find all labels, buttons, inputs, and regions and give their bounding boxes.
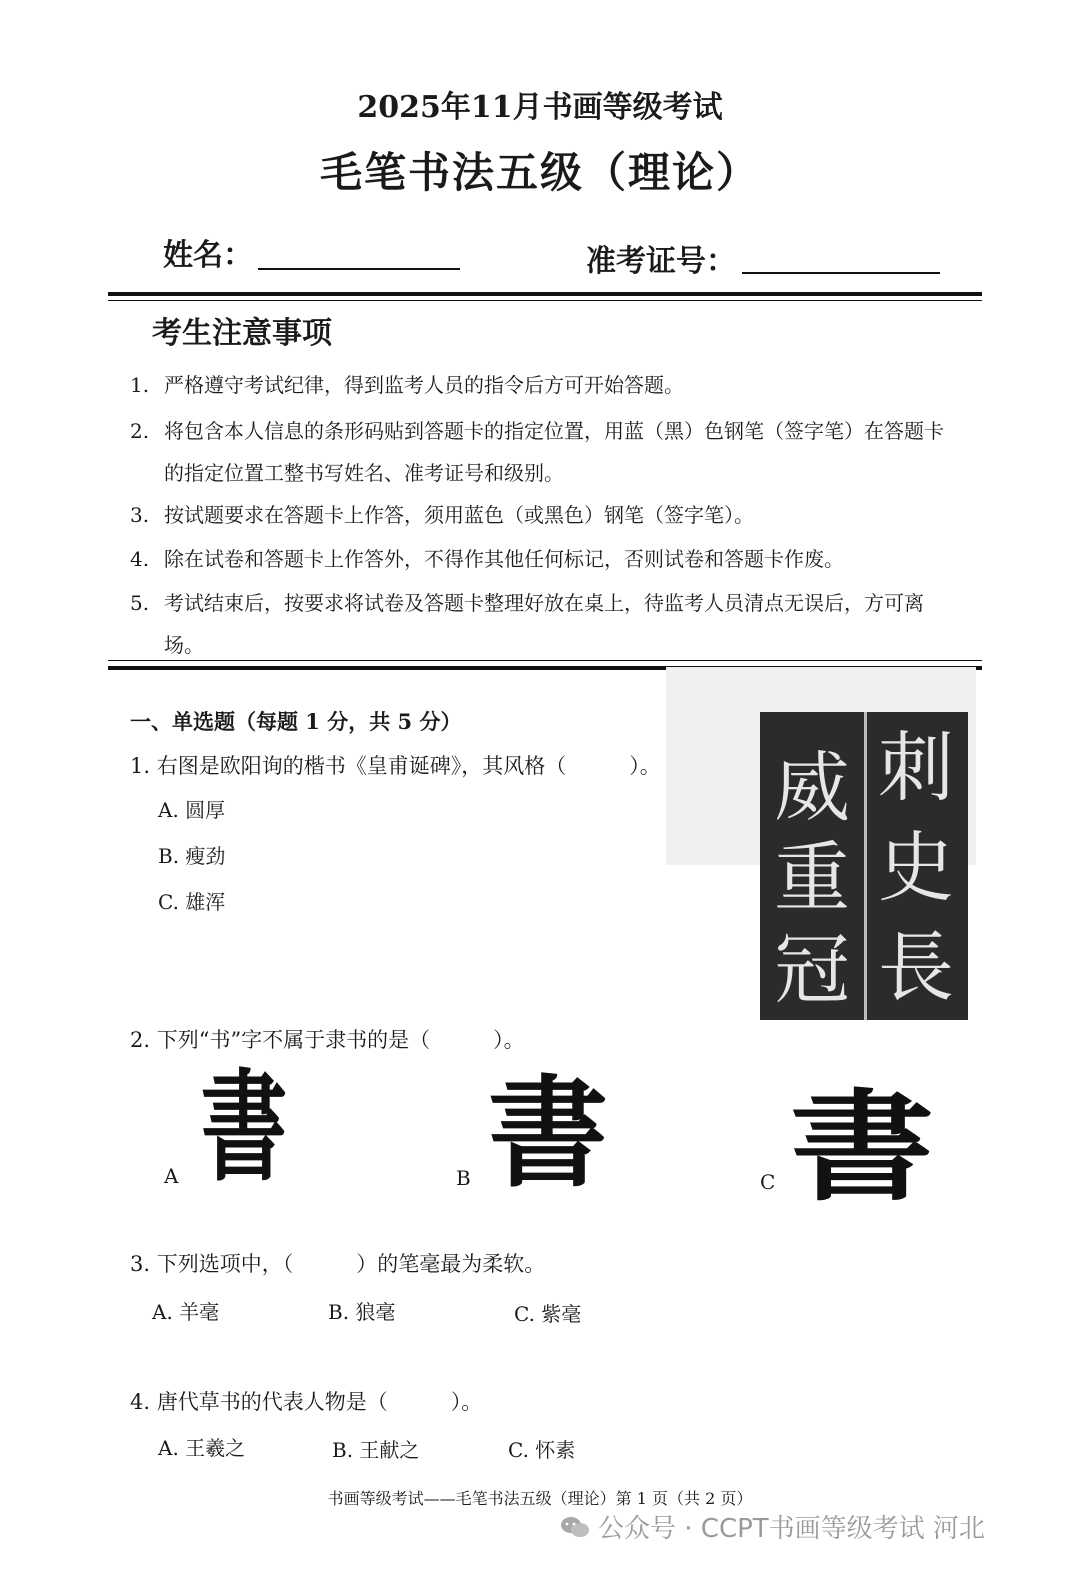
- stele-char: 冠: [774, 925, 850, 1014]
- exam-id-label: 准考证号：: [586, 244, 736, 279]
- notice-item-number: 1.: [130, 373, 150, 397]
- q2-option-a-glyph: 書: [200, 1057, 288, 1198]
- notice-item-text: 按试题要求在答题卡上作答，须用蓝色（或黑色）钢笔（签字笔）。: [164, 503, 754, 527]
- notice-item: [130, 582, 950, 666]
- q3-option-a: A. 羊毫: [152, 1300, 220, 1324]
- q1-option-b: B. 瘦劲: [158, 844, 226, 868]
- exam-session-title: 2025年11月书画等级考试: [357, 90, 723, 125]
- notice-item-text: 严格遵守考试纪律，得到监考人员的指令后方可开始答题。: [164, 373, 684, 397]
- divider-thin: [108, 660, 982, 661]
- name-label: 姓名：: [163, 238, 253, 273]
- stele-char: 威: [774, 743, 850, 832]
- notice-item: [130, 410, 950, 494]
- exam-subject-title: 毛笔书法五级（理论）: [319, 148, 760, 197]
- stele-char: 史: [878, 823, 954, 912]
- divider-thick: [108, 292, 982, 296]
- q4-option-a: A. 王羲之: [158, 1436, 246, 1460]
- notice-item: [130, 538, 950, 580]
- q4-option-b: B. 王献之: [332, 1438, 420, 1462]
- stele-column-divider: [864, 712, 867, 1020]
- q2-option-a-label: A: [164, 1164, 179, 1188]
- watermark: [560, 1508, 985, 1545]
- q2-option-c-label: C: [760, 1170, 776, 1194]
- stele-char: 刺: [878, 723, 954, 812]
- stele-char: 重: [774, 833, 850, 922]
- notice-item-text: 将包含本人信息的条形码贴到答题卡的指定位置，用蓝（黑）色钢笔（签字笔）在答题卡的指定位置工整书写姓名、准考证号和级别。: [164, 419, 944, 485]
- q1-option-c: C. 雄浑: [158, 890, 226, 914]
- stele-rubbing-image: [760, 712, 968, 1020]
- notice-item-number: 2.: [130, 419, 150, 443]
- notice-item-number: 3.: [130, 503, 150, 527]
- divider-thin: [108, 300, 982, 301]
- q1-option-a: A. 圆厚: [158, 798, 226, 822]
- name-blank: [258, 268, 460, 270]
- q3-option-b: B. 狼毫: [328, 1300, 396, 1324]
- notice-item-number: 4.: [130, 547, 150, 571]
- notice-item-number: 5.: [130, 591, 150, 615]
- question-1: 1. 右图是欧阳询的楷书《皇甫诞碑》，其风格（ ）。: [130, 754, 661, 778]
- question-3: 3. 下列选项中，（ ）的笔毫最为柔软。: [130, 1252, 546, 1276]
- page-footer: 书画等级考试——毛笔书法五级（理论）第 1 页（共 2 页）: [327, 1489, 753, 1508]
- notice-item: [130, 364, 950, 406]
- question-4: 4. 唐代草书的代表人物是（ ）。: [130, 1390, 483, 1414]
- q2-option-c-glyph: 書: [790, 1077, 934, 1218]
- notice-title: 考生注意事项: [152, 316, 332, 351]
- stele-char: 長: [878, 923, 954, 1012]
- section-title: 一、单选题（每题 1 分，共 5 分）: [130, 709, 462, 734]
- q2-option-b-label: B: [456, 1166, 471, 1190]
- q2-option-b-glyph: 書: [488, 1063, 608, 1204]
- q4-option-c: C. 怀素: [508, 1438, 576, 1462]
- watermark-text: 公众号 · CCPT书画等级考试 河北: [598, 1514, 985, 1544]
- q3-option-c: C. 紫毫: [514, 1302, 582, 1326]
- question-2: 2. 下列“书”字不属于隶书的是（ ）。: [130, 1028, 525, 1052]
- exam-id-blank: [742, 272, 940, 274]
- notice-item-text: 除在试卷和答题卡上作答外，不得作其他任何标记，否则试卷和答题卡作废。: [164, 547, 844, 571]
- wechat-icon: [560, 1516, 590, 1538]
- notice-item: [130, 494, 950, 536]
- notice-item-text: 考试结束后，按要求将试卷及答题卡整理好放在桌上，待监考人员清点无误后，方可离场。: [164, 591, 924, 657]
